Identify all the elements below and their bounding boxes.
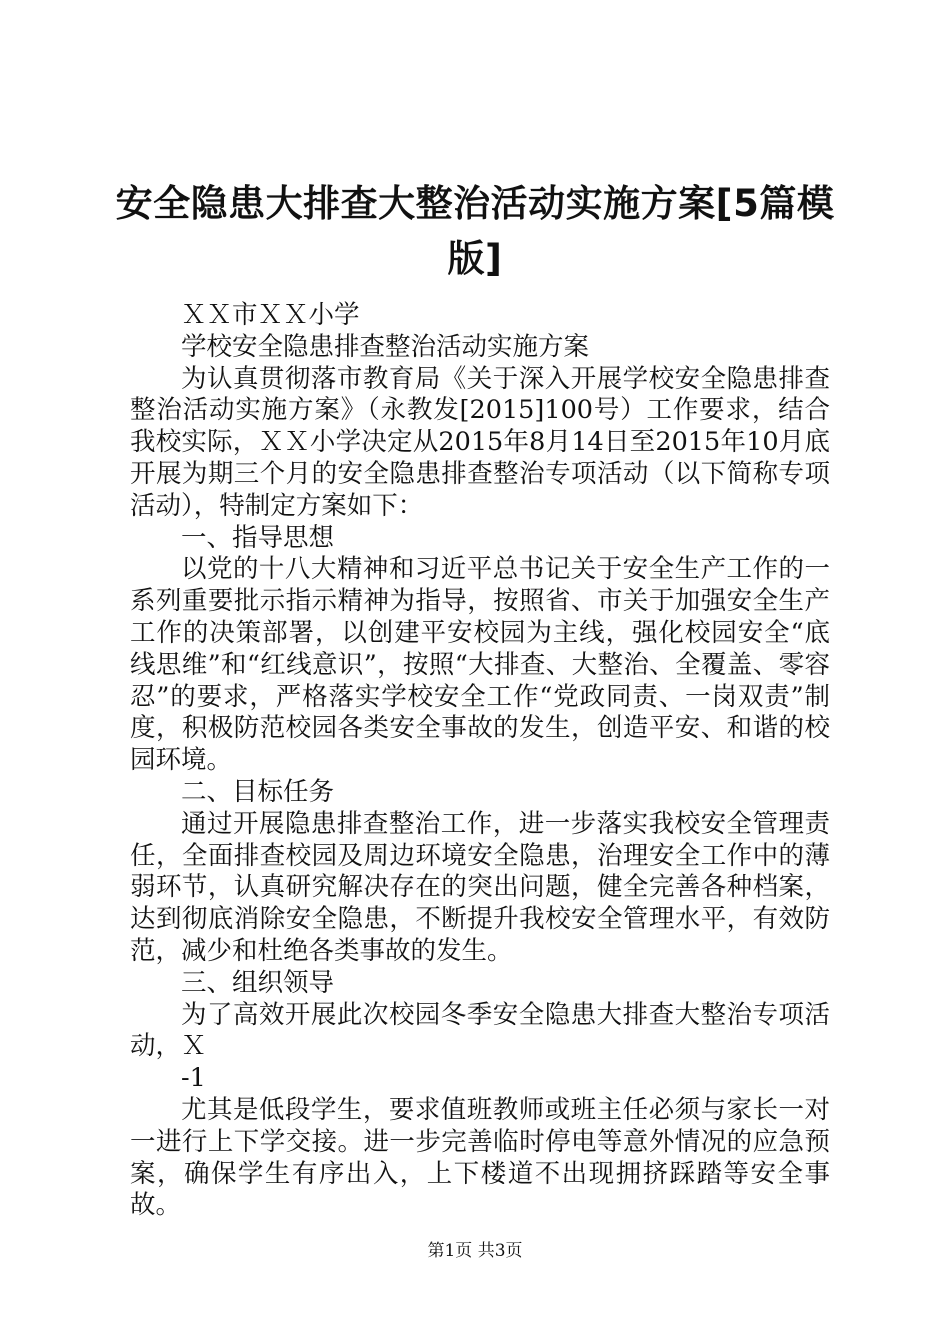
- school-name-line: ＸＸ市ＸＸ小学: [181, 300, 360, 330]
- page-footer: 第1页 共3页: [427, 1241, 523, 1261]
- page-marker-line: -1: [181, 1063, 206, 1094]
- document-title: 安全隐患大排查大整治活动实施方案[5篇模版]: [115, 182, 835, 280]
- intro-paragraph: 为认真贯彻落市教育局《关于深入开展学校安全隐患排查整治活动实施方案》（永教发[2015]100号）工作要求，结合我校实际，ＸＸ小学决定从2015年8月14日至2015年10月底开展为期三个月的安全隐患排查整治专项活动（以下简称专项活动），特制定方案如下：: [130, 363, 830, 521]
- plan-name-line: 学校安全隐患排查整治活动实施方案: [181, 331, 590, 362]
- section-heading-guiding-thought: 一、指导思想: [181, 522, 335, 553]
- section-heading-organization: 三、组织领导: [181, 967, 335, 998]
- guiding-thought-paragraph: 以党的十八大精神和习近平总书记关于安全生产工作的一系列重要批示指示精神为指导，按照省、市关于加强安全生产工作的决策部署，以创建平安校园为主线，强化校园安全“底线思维”和“红线意识”，按照“大排查、大整治、全覆盖、零容忍”的要求，严格落实学校安全工作“党政同责、一岗双责”制度，积极防范校园各类安全事故的发生，创造平安、和谐的校园环境。: [130, 554, 830, 776]
- section-heading-goals: 二、目标任务: [181, 776, 335, 807]
- goals-paragraph: 通过开展隐患排查整治工作，进一步落实我校安全管理责任，全面排查校园及周边环境安全隐患，治理安全工作中的薄弱环节，认真研究解决存在的突出问题，健全完善各种档案，达到彻底消除安全隐患，不断提升我校安全管理水平，有效防范，减少和杜绝各类事故的发生。: [130, 808, 830, 966]
- students-paragraph: 尤其是低段学生，要求值班教师或班主任必须与家长一对一进行上下学交接。进一步完善临时停电等意外情况的应急预案，确保学生有序出入，上下楼道不出现拥挤踩踏等安全事故。: [130, 1094, 830, 1221]
- organization-paragraph: 为了高效开展此次校园冬季安全隐患大排查大整治专项活动，Ｘ: [130, 999, 830, 1062]
- document-body: [130, 300, 830, 1222]
